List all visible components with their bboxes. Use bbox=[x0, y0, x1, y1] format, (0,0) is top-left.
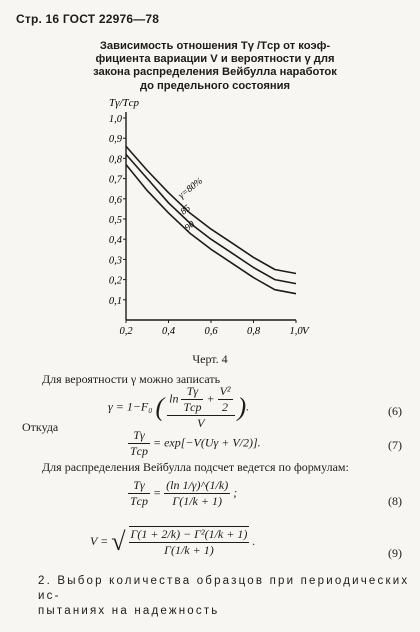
y-tick-label: 0,6 bbox=[108, 194, 122, 206]
x-tick-label: 0,8 bbox=[246, 326, 261, 337]
section-heading bbox=[38, 574, 420, 619]
eq8-t-avg: Tср bbox=[130, 494, 148, 508]
eq8-rhs-fraction bbox=[164, 478, 230, 509]
series-label: 90 bbox=[183, 219, 197, 234]
y-tick-label: 0,7 bbox=[108, 174, 122, 186]
section-heading-line-2: пытаниях на надежность bbox=[38, 605, 220, 617]
chart-title-line-2: фициента вариации V и вероятности γ для bbox=[95, 53, 335, 66]
eq6-v-squared: V² bbox=[219, 384, 231, 398]
y-axis-label: Tγ/Tср bbox=[109, 97, 140, 109]
eq6-t-avg: Tср bbox=[183, 400, 202, 414]
series-label: 85 bbox=[179, 203, 193, 218]
eq9-rad-num: Γ(1 + 2/k) − Γ²(1/k + 1) bbox=[130, 527, 248, 541]
eq9-radicand bbox=[129, 526, 250, 558]
eq7-number: (7) bbox=[388, 438, 402, 452]
eq6-two: 2 bbox=[222, 400, 229, 414]
paragraph-whence: Откуда bbox=[22, 420, 59, 434]
y-tick-label: 0,3 bbox=[108, 255, 122, 267]
y-tick-label: 0,5 bbox=[108, 215, 122, 226]
equation-9: V = √ $\frac{\text{Γ(1 + 2/k) − Γ²(1/k + 1)}}{\Gamma(1/k + 1)}$ . bbox=[90, 527, 256, 557]
equation-8: $\frac{T\gamma}{\text{Tср}}$ = $\frac{(\ln 1/\gamma)\^{}(1/k)}{\Gamma(1/k + 1)}$ ; bbox=[130, 478, 238, 508]
eq6-plus: + bbox=[206, 391, 215, 406]
eq8-t-gamma: Tγ bbox=[128, 478, 150, 494]
chart-title-line-3: закона распределения Вейбулла наработок bbox=[93, 66, 337, 79]
page-header: Стр. 16 ГОСТ 22976—78 bbox=[16, 12, 160, 26]
eq6-ln: ln bbox=[169, 391, 179, 406]
eq7-rhs: = exp[−V(Uγ + V/2)]. bbox=[153, 435, 261, 450]
eq7-t-avg: Tср bbox=[130, 444, 148, 458]
eq6-v: V bbox=[197, 416, 205, 430]
x-tick-label: 1,0 bbox=[289, 326, 303, 337]
paragraph-probability: Для вероятности γ можно записать bbox=[42, 372, 221, 386]
eq7-t-gamma: Tγ bbox=[128, 428, 150, 444]
series-line bbox=[126, 146, 296, 273]
y-tick-label: 0,2 bbox=[108, 275, 122, 287]
x-axis-label: V bbox=[302, 325, 309, 337]
chart-title-line-1: Зависимость отношения Tγ /Tср от коэф- bbox=[99, 40, 331, 52]
series-label: γ=80% bbox=[176, 176, 205, 202]
y-tick-label: 0,1 bbox=[108, 295, 122, 307]
eq9-lhs: V = bbox=[90, 533, 109, 548]
y-tick-label: 1,0 bbox=[108, 114, 122, 125]
section-heading-line-1: 2. Выбор количества образцов при периодических ис- bbox=[38, 575, 410, 602]
y-tick-label: 0,8 bbox=[108, 154, 122, 166]
x-tick-label: 0,4 bbox=[161, 326, 176, 337]
y-tick-label: 0,4 bbox=[108, 235, 122, 247]
paragraph-weibull: Для распределения Вейбулла подсчет ведется по формулам: bbox=[42, 460, 349, 474]
x-tick-label: 0,2 bbox=[119, 326, 133, 337]
chart-title-line-4: до предельного состояния bbox=[139, 79, 291, 92]
figure-caption: Черт. 4 bbox=[192, 352, 228, 366]
equation-6: γ = 1−F₀ ( ln $\frac{T\gamma}{\text{Tср}}$ + $\frac{\text{V²}}{2}$ V ). bbox=[108, 384, 250, 430]
y-tick-label: 0,9 bbox=[108, 134, 122, 146]
eq8-rhs-den: Γ(1/k + 1) bbox=[172, 494, 222, 508]
eq9-number: (9) bbox=[388, 546, 402, 560]
x-tick-label: 0,6 bbox=[204, 326, 218, 337]
eq8-number: (8) bbox=[388, 494, 402, 508]
eq6-lhs: γ = 1−F₀ bbox=[108, 399, 153, 414]
equation-7 bbox=[128, 428, 261, 459]
eq8-rhs-num: (ln 1/γ)^(1/k) bbox=[166, 478, 229, 492]
eq6-outer-fraction bbox=[167, 384, 234, 431]
eq6-t-gamma: Tγ bbox=[181, 384, 203, 400]
eq6-number: (6) bbox=[388, 404, 402, 418]
eq9-rad-den: Γ(1/k + 1) bbox=[164, 543, 214, 557]
